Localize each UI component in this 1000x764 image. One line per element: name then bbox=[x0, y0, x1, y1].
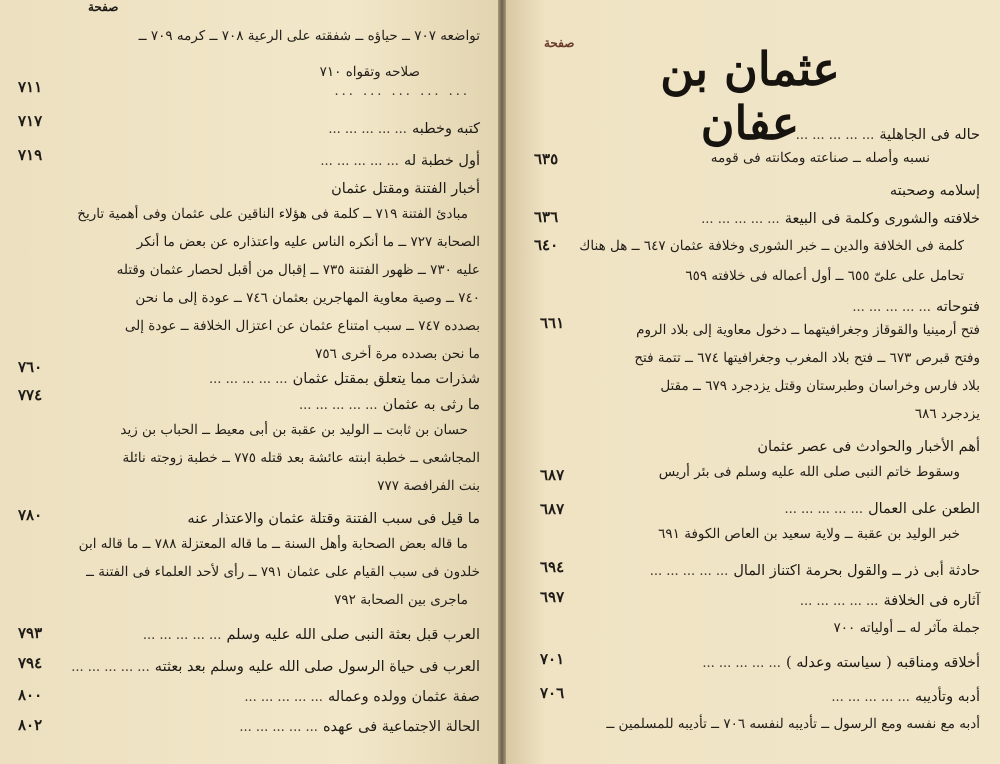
toc-sub-line: المجاشعى ــ خطبة ابنته عائشة بعد قتله ٧٧٥ ــ خطبة زوجته نائلة bbox=[122, 450, 480, 466]
toc-sub-line: فتح أرمينيا والقوقاز وجغرافيتهما ــ دخول معاوية إلى بلاد الروم bbox=[636, 322, 980, 338]
toc-sub-line: ما قاله بعض الصحابة وأهل السنة ــ ما قاله المعتزلة ٧٨٨ ــ ما قاله ابن bbox=[78, 536, 468, 552]
page-column-label: صفحة bbox=[88, 0, 119, 14]
toc-sub-line: بلاد فارس وخراسان وطبرستان وقتل يزدجرد ٦٧٩ ــ مقتل bbox=[660, 378, 980, 394]
toc-page-number: ٦٤٠ bbox=[534, 236, 559, 254]
toc-entry: فتوحاته ... ... ... ... ... bbox=[852, 299, 980, 315]
toc-page-number: ٧٩٣ bbox=[18, 624, 43, 642]
book-gutter bbox=[498, 0, 506, 764]
toc-entry: أخلاقه ومناقبه ( سياسته وعدله ) ... ... ... ... ... bbox=[702, 655, 980, 671]
toc-sub-line: وسقوط خاتم النبى صلى الله عليه وسلم فى بئر أريس bbox=[658, 464, 960, 480]
toc-entry: أهم الأخبار والحوادث فى عصر عثمان bbox=[757, 439, 980, 455]
toc-sub-line: بصدده ٧٤٧ ــ سبب امتناع عثمان عن اعتزال الخلافة ــ عودة إلى bbox=[124, 318, 480, 334]
toc-entry: الحالة الاجتماعية فى عهده ... ... ... ... ... bbox=[239, 719, 480, 735]
toc-page-number: ٧١٩ bbox=[18, 146, 43, 164]
page-column-label: صفحة bbox=[544, 36, 575, 50]
toc-page-number: ٦٦١ bbox=[540, 314, 565, 332]
toc-sub-line: يزدجرد ٦٨٦ bbox=[914, 406, 980, 422]
toc-sub-line: الصحابة ٧٢٧ ــ ما أنكره الناس عليه واعتذاره عن بعض ما أنكر bbox=[136, 234, 480, 250]
toc-sub-line: كلمة فى الخلافة والدين ــ خبر الشورى وخلافة عثمان ٦٤٧ ــ هل هناك bbox=[579, 238, 964, 254]
toc-page-number: ٦٣٥ bbox=[534, 150, 559, 168]
toc-page-number: ٧٩٤ bbox=[18, 654, 43, 672]
toc-sub-line: ما نحن بصدده مرة أخرى ٧٥٦ bbox=[315, 346, 480, 362]
toc-page-number: ٧١١ bbox=[18, 78, 43, 96]
toc-page-number: ٨٠٢ bbox=[18, 716, 43, 734]
toc-page-number: ٦٨٧ bbox=[540, 466, 565, 484]
toc-entry: العرب قبل بعثة النبى صلى الله عليه وسلم ... ... ... ... ... bbox=[142, 627, 480, 643]
toc-entry: أول خطبة له ... ... ... ... ... bbox=[320, 153, 480, 169]
toc-page-number: ٦٣٦ bbox=[534, 208, 559, 226]
toc-page-number: ٨٠٠ bbox=[18, 686, 43, 704]
toc-sub-line: حسان بن ثابت ــ الوليد بن عقبة بن أبى معيط ــ الحباب بن زيد bbox=[120, 422, 468, 438]
toc-sub-line: ماجرى بين الصحابة ٧٩٢ bbox=[334, 592, 468, 608]
toc-sub-line: عليه ٧٣٠ ــ ظهور الفتنة ٧٣٥ ــ إقبال من أقبل لحصار عثمان وقتله bbox=[116, 262, 480, 278]
toc-entry: أدبه وتأديبه ... ... ... ... ... bbox=[831, 689, 980, 705]
toc-sub-line: بنت الفرافصة ٧٧٧ bbox=[377, 478, 480, 494]
toc-entry: الطعن على العمال ... ... ... ... ... bbox=[784, 501, 980, 517]
left-page bbox=[0, 0, 498, 764]
toc-page-number: ٧٧٤ bbox=[18, 386, 43, 404]
toc-sub-line: تحامل على علىّ ٦٥٥ ــ أول أعماله فى خلافته ٦٥٩ bbox=[685, 268, 964, 284]
toc-sub-line: أدبه مع نفسه ومع الرسول ــ تأديبه لنفسه ٧٠٦ ــ تأديبه للمسلمين ــ bbox=[606, 716, 980, 732]
toc-page-number: ٧٨٠ bbox=[18, 506, 43, 524]
toc-sub-line: مبادئ الفتنة ٧١٩ ــ كلمة فى هؤلاء الناقين على عثمان وفى أهمية تاريخ bbox=[77, 206, 468, 222]
toc-entry: إسلامه وصحبته bbox=[889, 183, 980, 199]
toc-entry: العرب فى حياة الرسول صلى الله عليه وسلم بعد بعثته ... ... ... ... ... bbox=[71, 659, 480, 675]
toc-entry: آثاره فى الخلافة ... ... ... ... ... bbox=[799, 593, 980, 609]
toc-page-number: ٦٩٤ bbox=[540, 558, 565, 576]
toc-sub-line: وفتح قبرص ٦٧٣ ــ فتح بلاد المغرب وجغرافيتها ٦٧٤ ــ تتمة فتح bbox=[634, 350, 980, 366]
toc-sub-line: ٧٤٠ ــ وصية معاوية المهاجرين بعثمان ٧٤٦ ــ عودة إلى ما نحن bbox=[135, 290, 480, 306]
toc-page-number: ٧١٧ bbox=[18, 112, 43, 130]
toc-entry: صفة عثمان وولده وعماله ... ... ... ... ... bbox=[244, 689, 480, 705]
toc-sub-line: خبر الوليد بن عقبة ــ ولاية سعيد بن العاص الكوفة ٦٩١ bbox=[658, 526, 960, 542]
toc-page-number: ٦٨٧ bbox=[540, 500, 565, 518]
chapter-title: عثمان بن عفان bbox=[660, 42, 840, 150]
toc-entry: حاله فى الجاهلية ... ... ... ... ... bbox=[795, 127, 980, 143]
toc-entry: خلافته والشورى وكلمة فى البيعة ... ... ... ... ... bbox=[701, 211, 980, 227]
toc-entry: شذرات مما يتعلق بمقتل عثمان ... ... ... ... ... bbox=[209, 371, 480, 387]
toc-entry: حادثة أبى ذر ــ والقول بحرمة اكتناز المال ... ... ... ... ... bbox=[649, 563, 980, 579]
toc-page-number: ٧٠١ bbox=[540, 650, 565, 668]
toc-entry: ما رثى به عثمان ... ... ... ... ... bbox=[298, 397, 480, 413]
toc-dots: ... ... ... ... ... bbox=[334, 84, 470, 99]
toc-sub-line: نسبه وأصله ــ صناعته ومكانته فى قومه bbox=[710, 150, 930, 166]
toc-sub-line: تواضعه ٧٠٧ ــ حياؤه ــ شفقته على الرعية ٧٠٨ ــ كرمه ٧٠٩ ــ bbox=[138, 28, 480, 44]
toc-entry: أخبار الفتنة ومقتل عثمان bbox=[331, 181, 480, 197]
toc-sub-line: جملة مآثر له ــ أولياته ٧٠٠ bbox=[833, 620, 980, 636]
toc-page-number: ٧٠٦ bbox=[540, 684, 565, 702]
toc-page-number: ٦٩٧ bbox=[540, 588, 565, 606]
toc-sub-line: خلدون فى سبب القيام على عثمان ٧٩١ ــ رأى لأحد العلماء فى الفتنة ــ bbox=[86, 564, 480, 580]
toc-sub-line: صلاحه وتقواه ٧١٠ bbox=[319, 64, 420, 80]
toc-entry: ما قيل فى سبب الفتنة وقتلة عثمان والاعتذار عنه bbox=[187, 511, 480, 527]
toc-page-number: ٧٦٠ bbox=[18, 358, 43, 376]
toc-entry: كتبه وخطبه ... ... ... ... ... bbox=[328, 121, 480, 137]
